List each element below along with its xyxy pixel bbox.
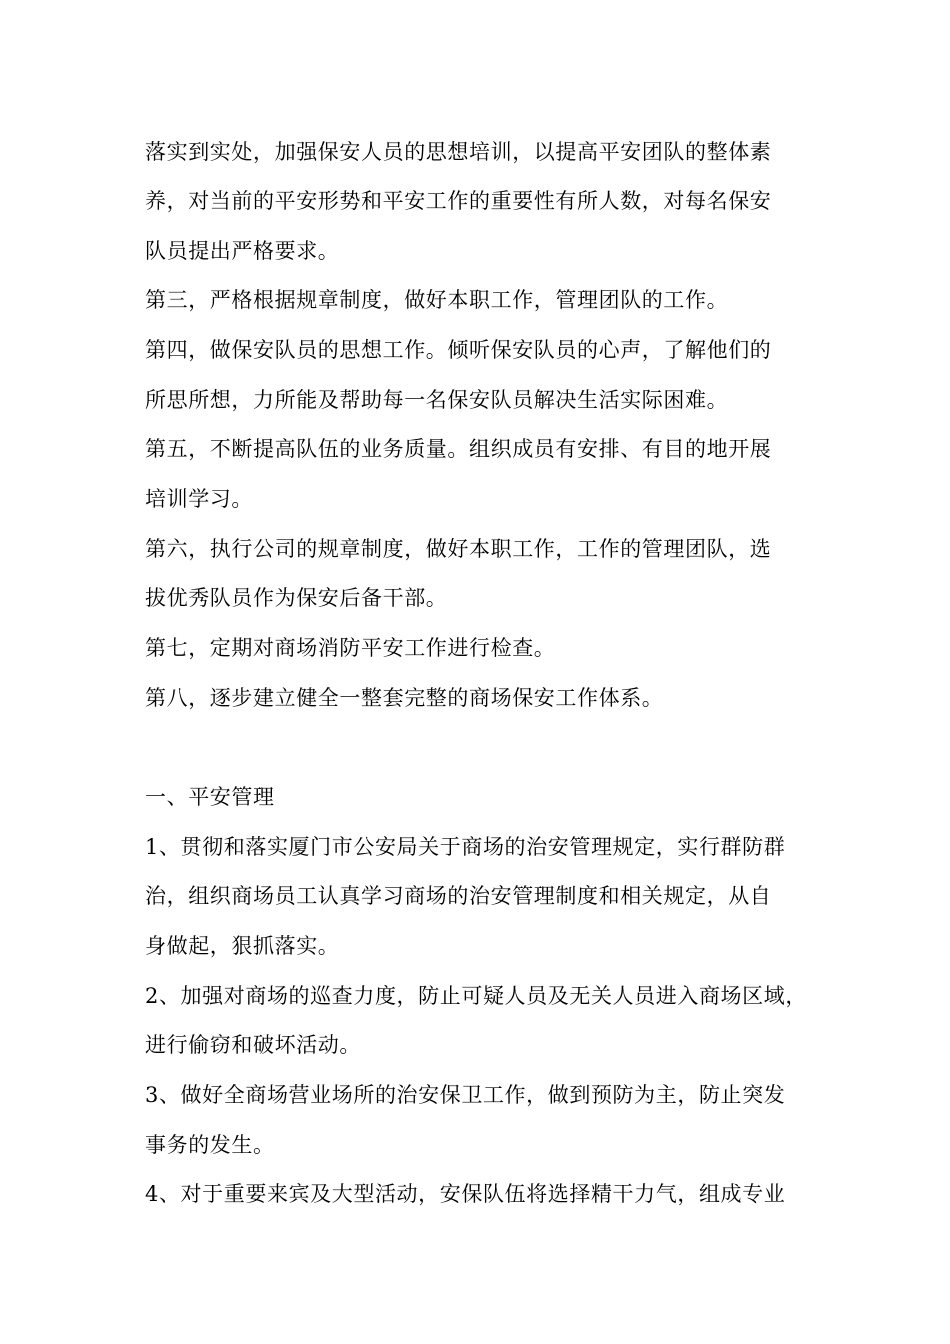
text-line: 第六，执行公司的规章制度，做好本职工作，工作的管理团队，选 <box>145 537 772 561</box>
text-line: 第三，严格根据规章制度，做好本职工作，管理团队的工作。 <box>145 288 729 312</box>
text-line: 治，组织商场员工认真学习商场的治安管理制度和相关规定，从自 <box>145 884 772 908</box>
text-line: 养，对当前的平安形势和平安工作的重要性有所人数，对每名保安 <box>145 189 772 213</box>
text-line: 第七，定期对商场消防平安工作进行检查。 <box>145 636 556 660</box>
section-heading: 一、平安管理 <box>145 785 275 809</box>
text-line: 培训学习。 <box>145 487 253 511</box>
text-line: 第八，逐步建立健全一整套完整的商场保安工作体系。 <box>145 686 664 710</box>
text-line: 队员提出严格要求。 <box>145 239 340 263</box>
text-line: 身做起，狠抓落实。 <box>145 934 340 958</box>
text-line: 第四，做保安队员的思想工作。倾听保安队员的心声，了解他们的 <box>145 338 772 362</box>
text-line: 4、对于重要来宾及大型活动，安保队伍将选择精干力气，组成专业 <box>145 1182 786 1206</box>
text-line: 2、加强对商场的巡查力度，防止可疑人员及无关人员进入商场区域， <box>145 984 807 1008</box>
text-line: 3、做好全商场营业场所的治安保卫工作，做到预防为主，防止突发 <box>145 1083 786 1107</box>
text-line: 拔优秀队员作为保安后备干部。 <box>145 586 448 610</box>
text-line: 落实到实处，加强保安人员的思想培训，以提高平安团队的整体素 <box>145 140 772 164</box>
text-line: 1、贯彻和落实厦门市公安局关于商场的治安管理规定，实行群防群 <box>145 835 786 859</box>
text-line: 进行偷窃和破坏活动。 <box>145 1033 361 1057</box>
text-line: 所思所想，力所能及帮助每一名保安队员解决生活实际困难。 <box>145 388 729 412</box>
text-line: 第五，不断提高队伍的业务质量。组织成员有安排、有目的地开展 <box>145 437 772 461</box>
text-line: 事务的发生。 <box>145 1133 275 1157</box>
